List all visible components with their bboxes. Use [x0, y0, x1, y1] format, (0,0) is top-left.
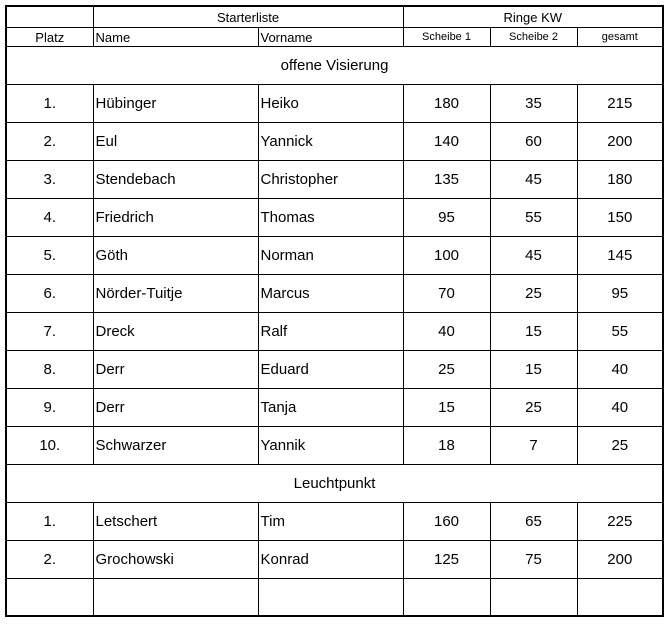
empty-cell [490, 579, 577, 617]
scheibe-2-cell: 65 [490, 503, 577, 541]
scheibe-2-cell: 35 [490, 85, 577, 123]
empty-row [6, 579, 663, 617]
gesamt-cell: 225 [577, 503, 663, 541]
scheibe-1-cell: 15 [403, 389, 490, 427]
vorname-cell: Christopher [258, 161, 403, 199]
empty-cell [577, 579, 663, 617]
section-title: offene Visierung [6, 47, 663, 85]
scheibe-1-cell: 180 [403, 85, 490, 123]
vorname-cell: Norman [258, 237, 403, 275]
platz-cell: 6. [6, 275, 93, 313]
column-header-platz: Platz [6, 28, 93, 47]
platz-cell: 8. [6, 351, 93, 389]
scheibe-1-cell: 40 [403, 313, 490, 351]
name-cell: Göth [93, 237, 258, 275]
vorname-cell: Konrad [258, 541, 403, 579]
gesamt-cell: 145 [577, 237, 663, 275]
section-title: Leuchtpunkt [6, 465, 663, 503]
platz-cell: 2. [6, 541, 93, 579]
vorname-cell: Ralf [258, 313, 403, 351]
platz-cell: 4. [6, 199, 93, 237]
name-cell: Nörder-Tuitje [93, 275, 258, 313]
table-row [6, 351, 663, 389]
name-cell: Eul [93, 123, 258, 161]
scheibe-2-cell: 45 [490, 161, 577, 199]
vorname-cell: Tim [258, 503, 403, 541]
name-cell: Schwarzer [93, 427, 258, 465]
gesamt-cell: 40 [577, 389, 663, 427]
empty-cell [93, 579, 258, 617]
scheibe-1-cell: 160 [403, 503, 490, 541]
scheibe-1-cell: 95 [403, 199, 490, 237]
header-row-top [6, 6, 663, 28]
platz-cell: 2. [6, 123, 93, 161]
scheibe-2-cell: 75 [490, 541, 577, 579]
name-cell: Friedrich [93, 199, 258, 237]
scheibe-1-cell: 135 [403, 161, 490, 199]
scheibe-2-cell: 25 [490, 275, 577, 313]
table-row [6, 427, 663, 465]
vorname-cell: Heiko [258, 85, 403, 123]
scheibe-2-cell: 55 [490, 199, 577, 237]
gesamt-cell: 25 [577, 427, 663, 465]
vorname-cell: Yannik [258, 427, 403, 465]
column-header-scheibe-1: Scheibe 1 [403, 28, 490, 47]
table-row [6, 313, 663, 351]
name-cell: Derr [93, 389, 258, 427]
platz-cell: 5. [6, 237, 93, 275]
name-cell: Hübinger [93, 85, 258, 123]
table-row [6, 503, 663, 541]
platz-cell: 10. [6, 427, 93, 465]
table-row [6, 123, 663, 161]
vorname-cell: Marcus [258, 275, 403, 313]
column-header-vorname: Vorname [258, 28, 403, 47]
scheibe-1-cell: 100 [403, 237, 490, 275]
scheibe-1-cell: 25 [403, 351, 490, 389]
table-row [6, 85, 663, 123]
table-row [6, 199, 663, 237]
gesamt-cell: 150 [577, 199, 663, 237]
empty-cell [258, 579, 403, 617]
header-blank-cell [6, 6, 93, 28]
gesamt-cell: 40 [577, 351, 663, 389]
vorname-cell: Tanja [258, 389, 403, 427]
scheibe-1-cell: 70 [403, 275, 490, 313]
name-cell: Dreck [93, 313, 258, 351]
header-row-columns [6, 28, 663, 47]
table-row [6, 161, 663, 199]
empty-cell [6, 579, 93, 617]
table-row [6, 275, 663, 313]
scheibe-2-cell: 45 [490, 237, 577, 275]
scheibe-2-cell: 15 [490, 351, 577, 389]
name-cell: Stendebach [93, 161, 258, 199]
name-cell: Letschert [93, 503, 258, 541]
platz-cell: 1. [6, 85, 93, 123]
header-ringe-kw: Ringe KW [403, 6, 663, 28]
vorname-cell: Yannick [258, 123, 403, 161]
table-row [6, 541, 663, 579]
gesamt-cell: 55 [577, 313, 663, 351]
scheibe-2-cell: 15 [490, 313, 577, 351]
gesamt-cell: 180 [577, 161, 663, 199]
scheibe-1-cell: 18 [403, 427, 490, 465]
table-row [6, 389, 663, 427]
gesamt-cell: 215 [577, 85, 663, 123]
platz-cell: 3. [6, 161, 93, 199]
scheibe-2-cell: 60 [490, 123, 577, 161]
platz-cell: 7. [6, 313, 93, 351]
vorname-cell: Eduard [258, 351, 403, 389]
table-row [6, 237, 663, 275]
column-header-name: Name [93, 28, 258, 47]
gesamt-cell: 200 [577, 123, 663, 161]
header-starterliste: Starterliste [93, 6, 403, 28]
empty-cell [403, 579, 490, 617]
platz-cell: 9. [6, 389, 93, 427]
name-cell: Derr [93, 351, 258, 389]
results-table [5, 5, 664, 617]
platz-cell: 1. [6, 503, 93, 541]
scheibe-2-cell: 25 [490, 389, 577, 427]
scheibe-1-cell: 125 [403, 541, 490, 579]
scheibe-1-cell: 140 [403, 123, 490, 161]
scheibe-2-cell: 7 [490, 427, 577, 465]
column-header-scheibe-2: Scheibe 2 [490, 28, 577, 47]
column-header-gesamt: gesamt [577, 28, 663, 47]
gesamt-cell: 200 [577, 541, 663, 579]
name-cell: Grochowski [93, 541, 258, 579]
gesamt-cell: 95 [577, 275, 663, 313]
section-row [6, 47, 663, 85]
vorname-cell: Thomas [258, 199, 403, 237]
section-row [6, 465, 663, 503]
